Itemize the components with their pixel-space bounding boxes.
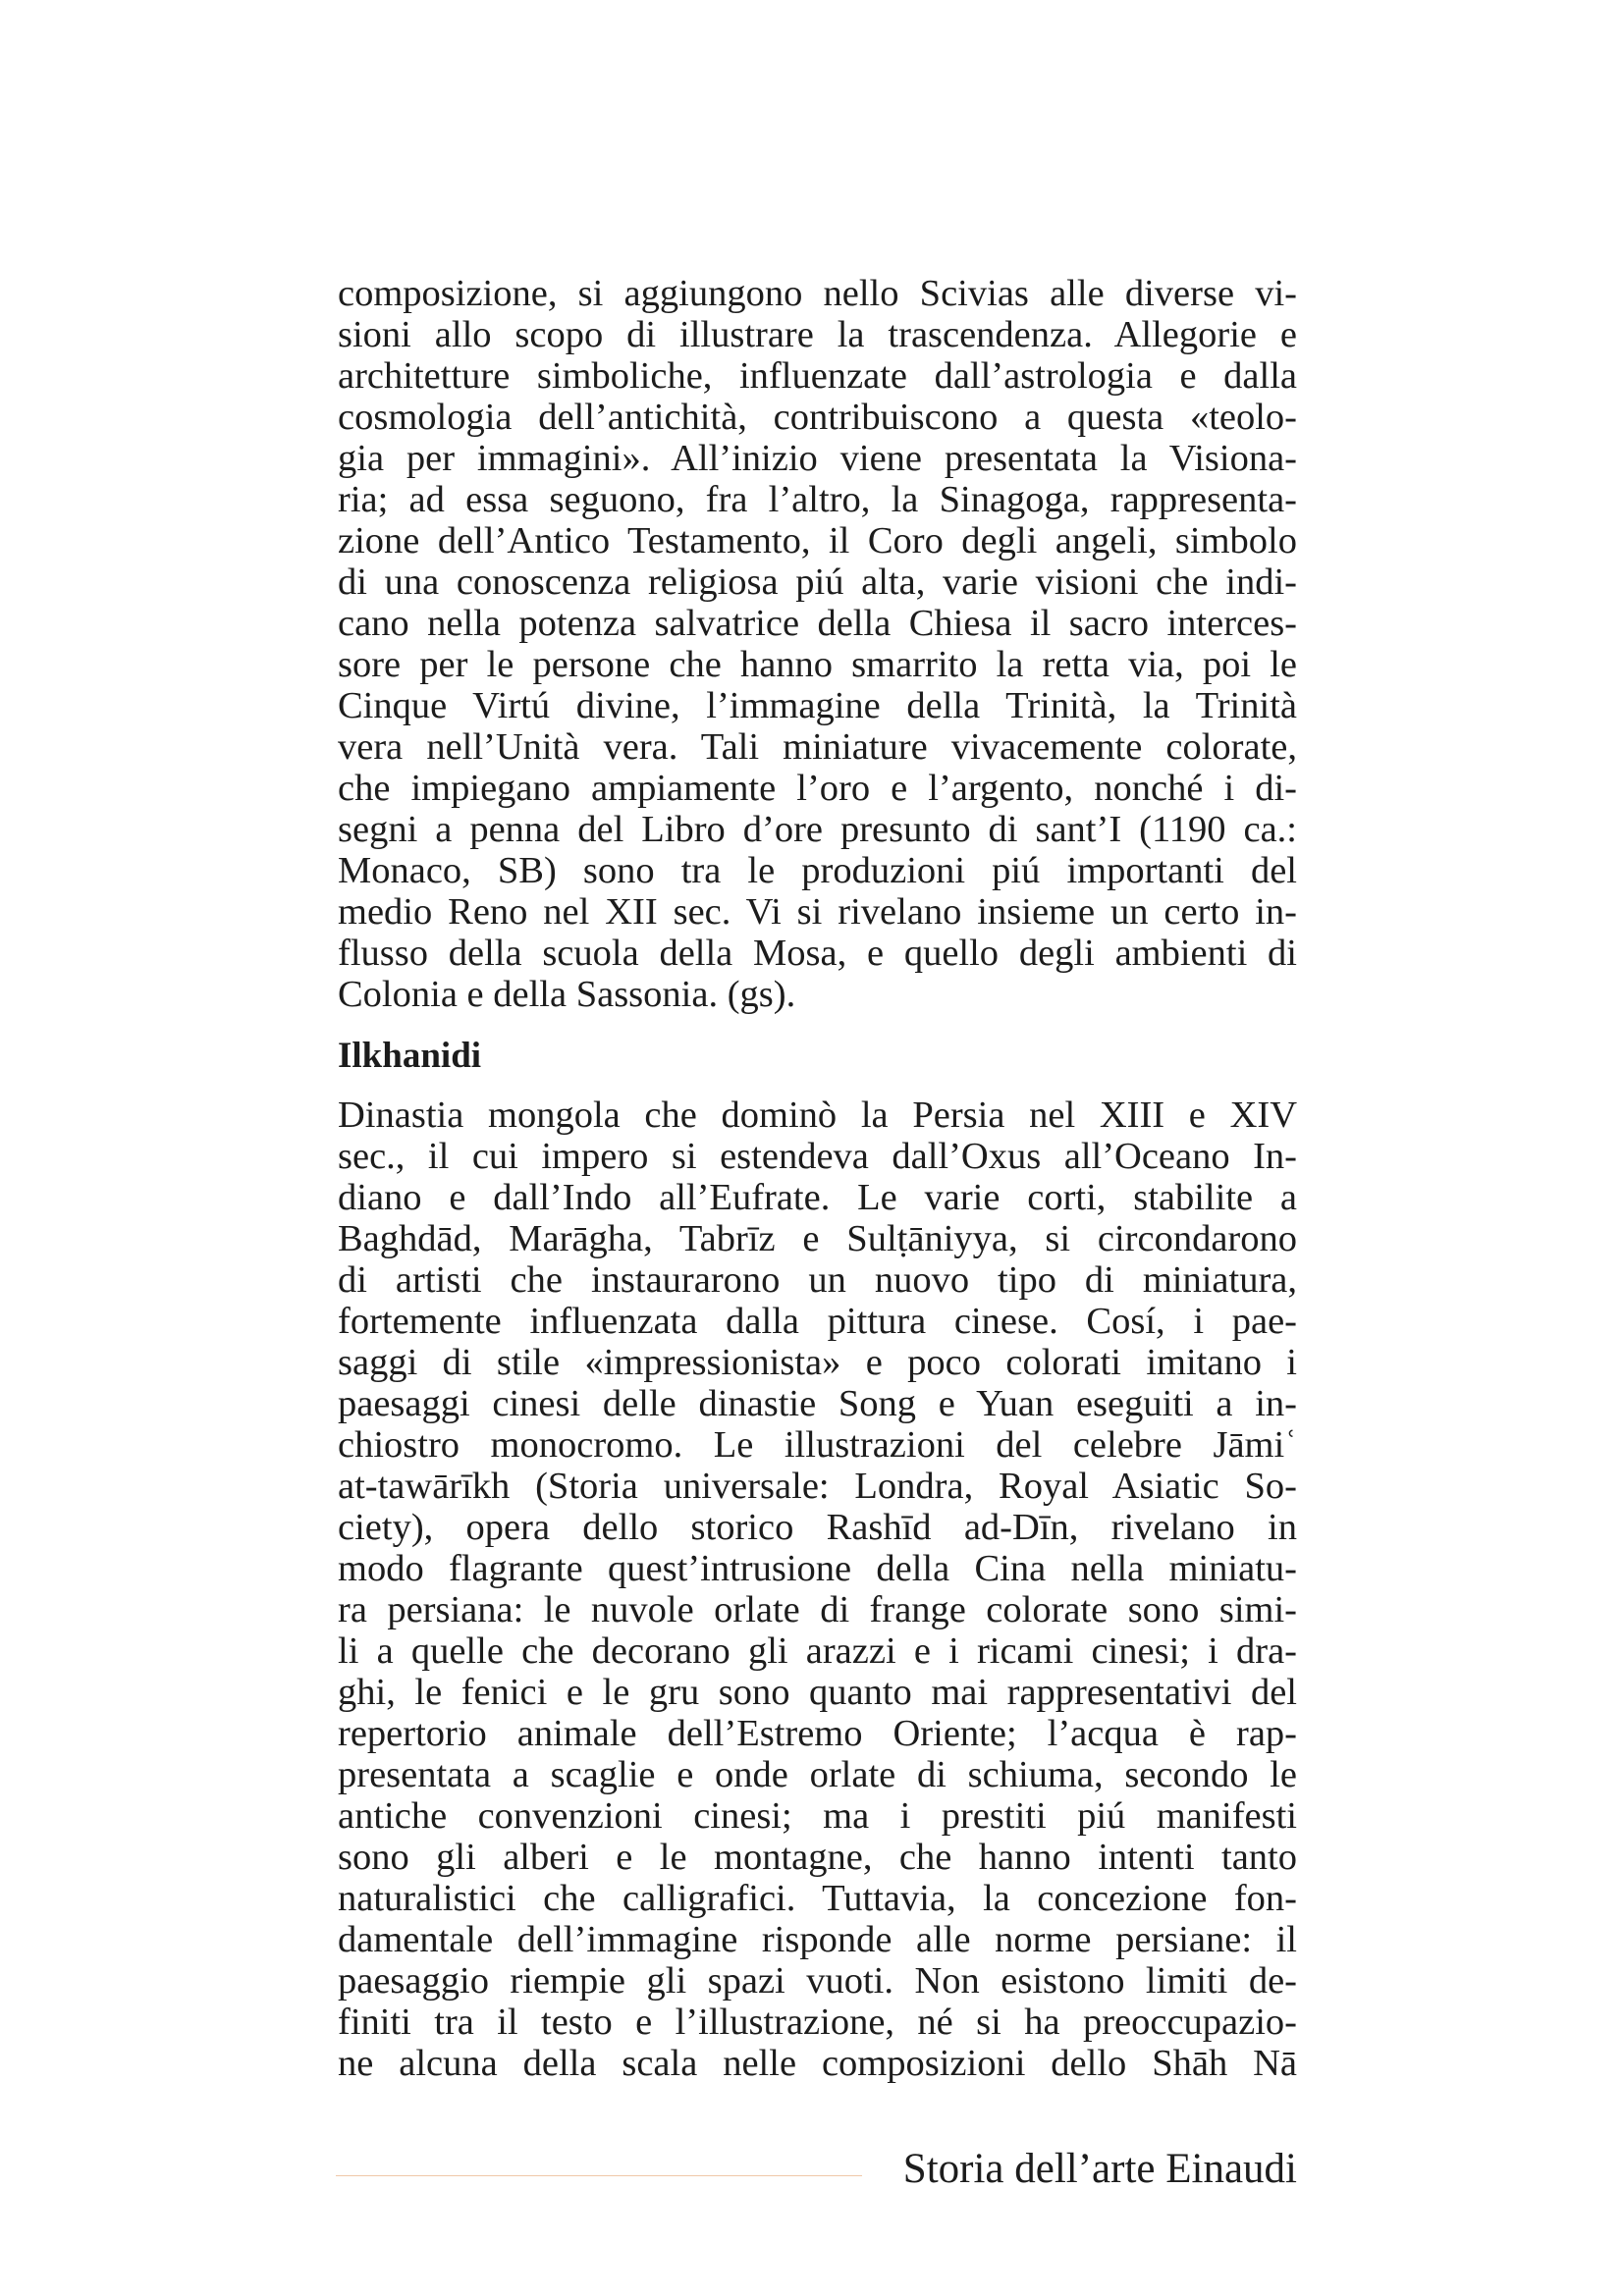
text-line: segni a penna del Libro d’ore presunto di sant’I (1190 ca.: — [338, 809, 1297, 850]
text-line: sioni allo scopo di illustrare la trascendenza. Allegorie e — [338, 314, 1297, 355]
text-line: di una conoscenza religiosa piú alta, varie visioni che indi- — [338, 561, 1297, 603]
text-line: di artisti che instaurarono un nuovo tipo di miniatura, — [338, 1259, 1297, 1301]
paragraph-continuation — [338, 273, 1297, 1015]
text-line: sono gli alberi e le montagne, che hanno intenti tanto — [338, 1837, 1297, 1878]
text-line: diano e dall’Indo all’Eufrate. Le varie corti, stabilite a — [338, 1177, 1297, 1218]
text-line: Cinque Virtú divine, l’immagine della Trinità, la Trinità — [338, 685, 1297, 726]
text-line: ria; ad essa seguono, fra l’altro, la Sinagoga, rappresenta- — [338, 479, 1297, 520]
text-line: paesaggio riempie gli spazi vuoti. Non esistono limiti de- — [338, 1960, 1297, 2002]
text-line: ra persiana: le nuvole orlate di frange colorate sono simi- — [338, 1589, 1297, 1630]
text-line: modo flagrante quest’intrusione della Cina nella miniatu- — [338, 1548, 1297, 1589]
text-line: cano nella potenza salvatrice della Chiesa il sacro interces- — [338, 603, 1297, 644]
text-line: architetture simboliche, influenzate dall’astrologia e dalla — [338, 355, 1297, 397]
text-line: paesaggi cinesi delle dinastie Song e Yuan eseguiti a in- — [338, 1383, 1297, 1424]
text-line: gia per immagini». All’inizio viene presentata la Visiona- — [338, 438, 1297, 479]
text-line: chiostro monocromo. Le illustrazioni del celebre Jāmiʿ — [338, 1424, 1297, 1466]
text-line: fortemente influenzata dalla pittura cinese. Cosí, i pae- — [338, 1301, 1297, 1342]
text-line: sec., il cui impero si estendeva dall’Oxus all’Oceano In- — [338, 1136, 1297, 1177]
text-line: ciety), opera dello storico Rashīd ad-Dīn, rivelano in — [338, 1507, 1297, 1548]
text-line: che impiegano ampiamente l’oro e l’argento, nonché i di- — [338, 768, 1297, 809]
text-line: saggi di stile «impressionista» e poco colorati imitano i — [338, 1342, 1297, 1383]
text-line: presentata a scaglie e onde orlate di schiuma, secondo le — [338, 1754, 1297, 1795]
text-line: medio Reno nel XII sec. Vi si rivelano insieme un certo in- — [338, 891, 1297, 933]
text-line: vera nell’Unità vera. Tali miniature vivacemente colorate, — [338, 726, 1297, 768]
text-line: sore per le persone che hanno smarrito la retta via, poi le — [338, 644, 1297, 685]
text-line: cosmologia dell’antichità, contribuiscono a questa «teolo- — [338, 397, 1297, 438]
text-line: zione dell’Antico Testamento, il Coro degli angeli, simbolo — [338, 520, 1297, 561]
text-line: naturalistici che calligrafici. Tuttavia, la concezione fon- — [338, 1878, 1297, 1919]
text-line: ne alcuna della scala nelle composizioni dello Shāh Nā — [338, 2043, 1297, 2084]
text-line: antiche convenzioni cinesi; ma i prestiti piú manifesti — [338, 1795, 1297, 1837]
text-line: Baghdād, Marāgha, Tabrīz e Sulṭāniyya, si circondarono — [338, 1218, 1297, 1259]
entry-heading: Ilkhanidi — [338, 1036, 482, 1076]
text-line: damentale dell’immagine risponde alle norme persiane: il — [338, 1919, 1297, 1960]
text-line: Colonia e della Sassonia. (gs). — [338, 974, 796, 1015]
footer-rule — [336, 2175, 862, 2176]
text-line: Monaco, SB) sono tra le produzioni piú importanti del — [338, 850, 1297, 891]
text-line: Dinastia mongola che dominò la Persia nel XIII e XIV — [338, 1095, 1297, 1136]
text-line: ghi, le fenici e le gru sono quanto mai rappresentativi del — [338, 1672, 1297, 1713]
text-column — [338, 273, 1297, 2084]
text-line: composizione, si aggiungono nello Scivias alle diverse vi- — [338, 273, 1297, 314]
text-line: flusso della scuola della Mosa, e quello degli ambienti di — [338, 933, 1297, 974]
footer-title: Storia dell’arte Einaudi — [902, 2146, 1297, 2192]
text-line: repertorio animale dell’Estremo Oriente; l’acqua è rap- — [338, 1713, 1297, 1754]
text-line: li a quelle che decorano gli arazzi e i ricami cinesi; i dra- — [338, 1630, 1297, 1672]
text-line: at-tawārīkh (Storia universale: Londra, Royal Asiatic So- — [338, 1466, 1297, 1507]
text-line: finiti tra il testo e l’illustrazione, né si ha preoccupazio- — [338, 2002, 1297, 2043]
entry-body — [338, 1095, 1297, 2084]
